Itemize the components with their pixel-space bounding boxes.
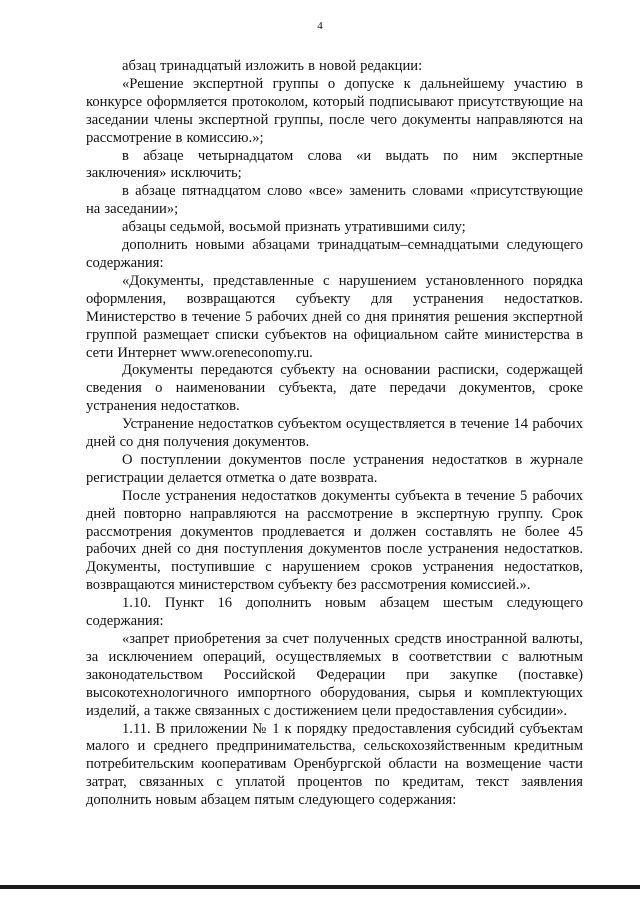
paragraph: в абзаце четырнадцатом слова «и выдать по ним экспертные заключения» исключить; [86,147,583,182]
paragraph: После устранения недостатков документы субъекта в течение 5 рабочих дней повторно направляются на рассмотрение в экспертную группу. Срок рассмотрения документов продлевается и должен составлять не более 45 рабочих дней со дня поступления документов после устранения недостатков. Документы, поступившие с нарушением сроков устранения недостатков, возвращаются министерством субъекту без рассмотрения комиссией.». [86,487,583,594]
paragraph: О поступлении документов после устранения недостатков в журнале регистрации делается отметка о дате возврата. [86,451,583,486]
paragraph: 1.10. Пункт 16 дополнить новым абзацем шестым следующего содержания: [86,595,583,630]
paragraph: Документы передаются субъекту на основании расписки, содержащей сведения о наименовании субъекта, дате передачи документов, сроке устранения недостатков. [86,362,583,415]
paragraph: в абзаце пятнадцатом слово «все» заменить словами «присутствующие на заседании»; [86,183,583,218]
paragraph: дополнить новыми абзацами тринадцатым–семнадцатыми следующего содержания: [86,237,583,271]
paragraph: Устранение недостатков субъектом осуществляется в течение 14 рабочих дней со дня получения документов. [86,416,583,451]
paragraph: 1.11. В приложении № 1 к порядку предоставления субсидий субъектам малого и среднего предпринимательства, сельскохозяйственным кредитным потребительским кооперативам Оренбургской области на возмещение части затрат, связанных с уплатой процентов по кредитам, текст заявления дополнить новым абзацем пятым следующего содержания: [86,720,583,809]
page-number: 4 [317,20,323,32]
paragraph: абзац тринадцатый изложить в новой редакции: [122,58,423,74]
paragraph: абзацы седьмой, восьмой признать утратившими силу; [122,219,466,236]
document-body [86,58,583,810]
paragraph: «запрет приобретения за счет полученных средств иностранной валюты, за исключением операций, осуществляемых в соответствии с валютным законодательством Российской Федерации при закупке (поставке) высокотехнологичного импортного оборудования, сырья и комплектующих изделий, а также связанных с достижением цели предоставления субсидии». [86,631,583,719]
scan-edge-bar [0,885,640,889]
paragraph: «Документы, представленные с нарушением установленного порядка оформления, возвращаются субъекту для устранения недостатков. Министерство в течение 5 рабочих дней со дня принятия решения экспертной группой размещает списки субъектов на официальном сайте министерства в сети Интернет www.oreneconomy.ru. [86,272,583,361]
paragraph: «Решение экспертной группы о допуске к дальнейшему участию в конкурсе оформляется протоколом, который подписывают присутствующие на заседании члены экспертной группы, после чего документы направляются на рассмотрение в комиссию.»; [86,75,583,146]
